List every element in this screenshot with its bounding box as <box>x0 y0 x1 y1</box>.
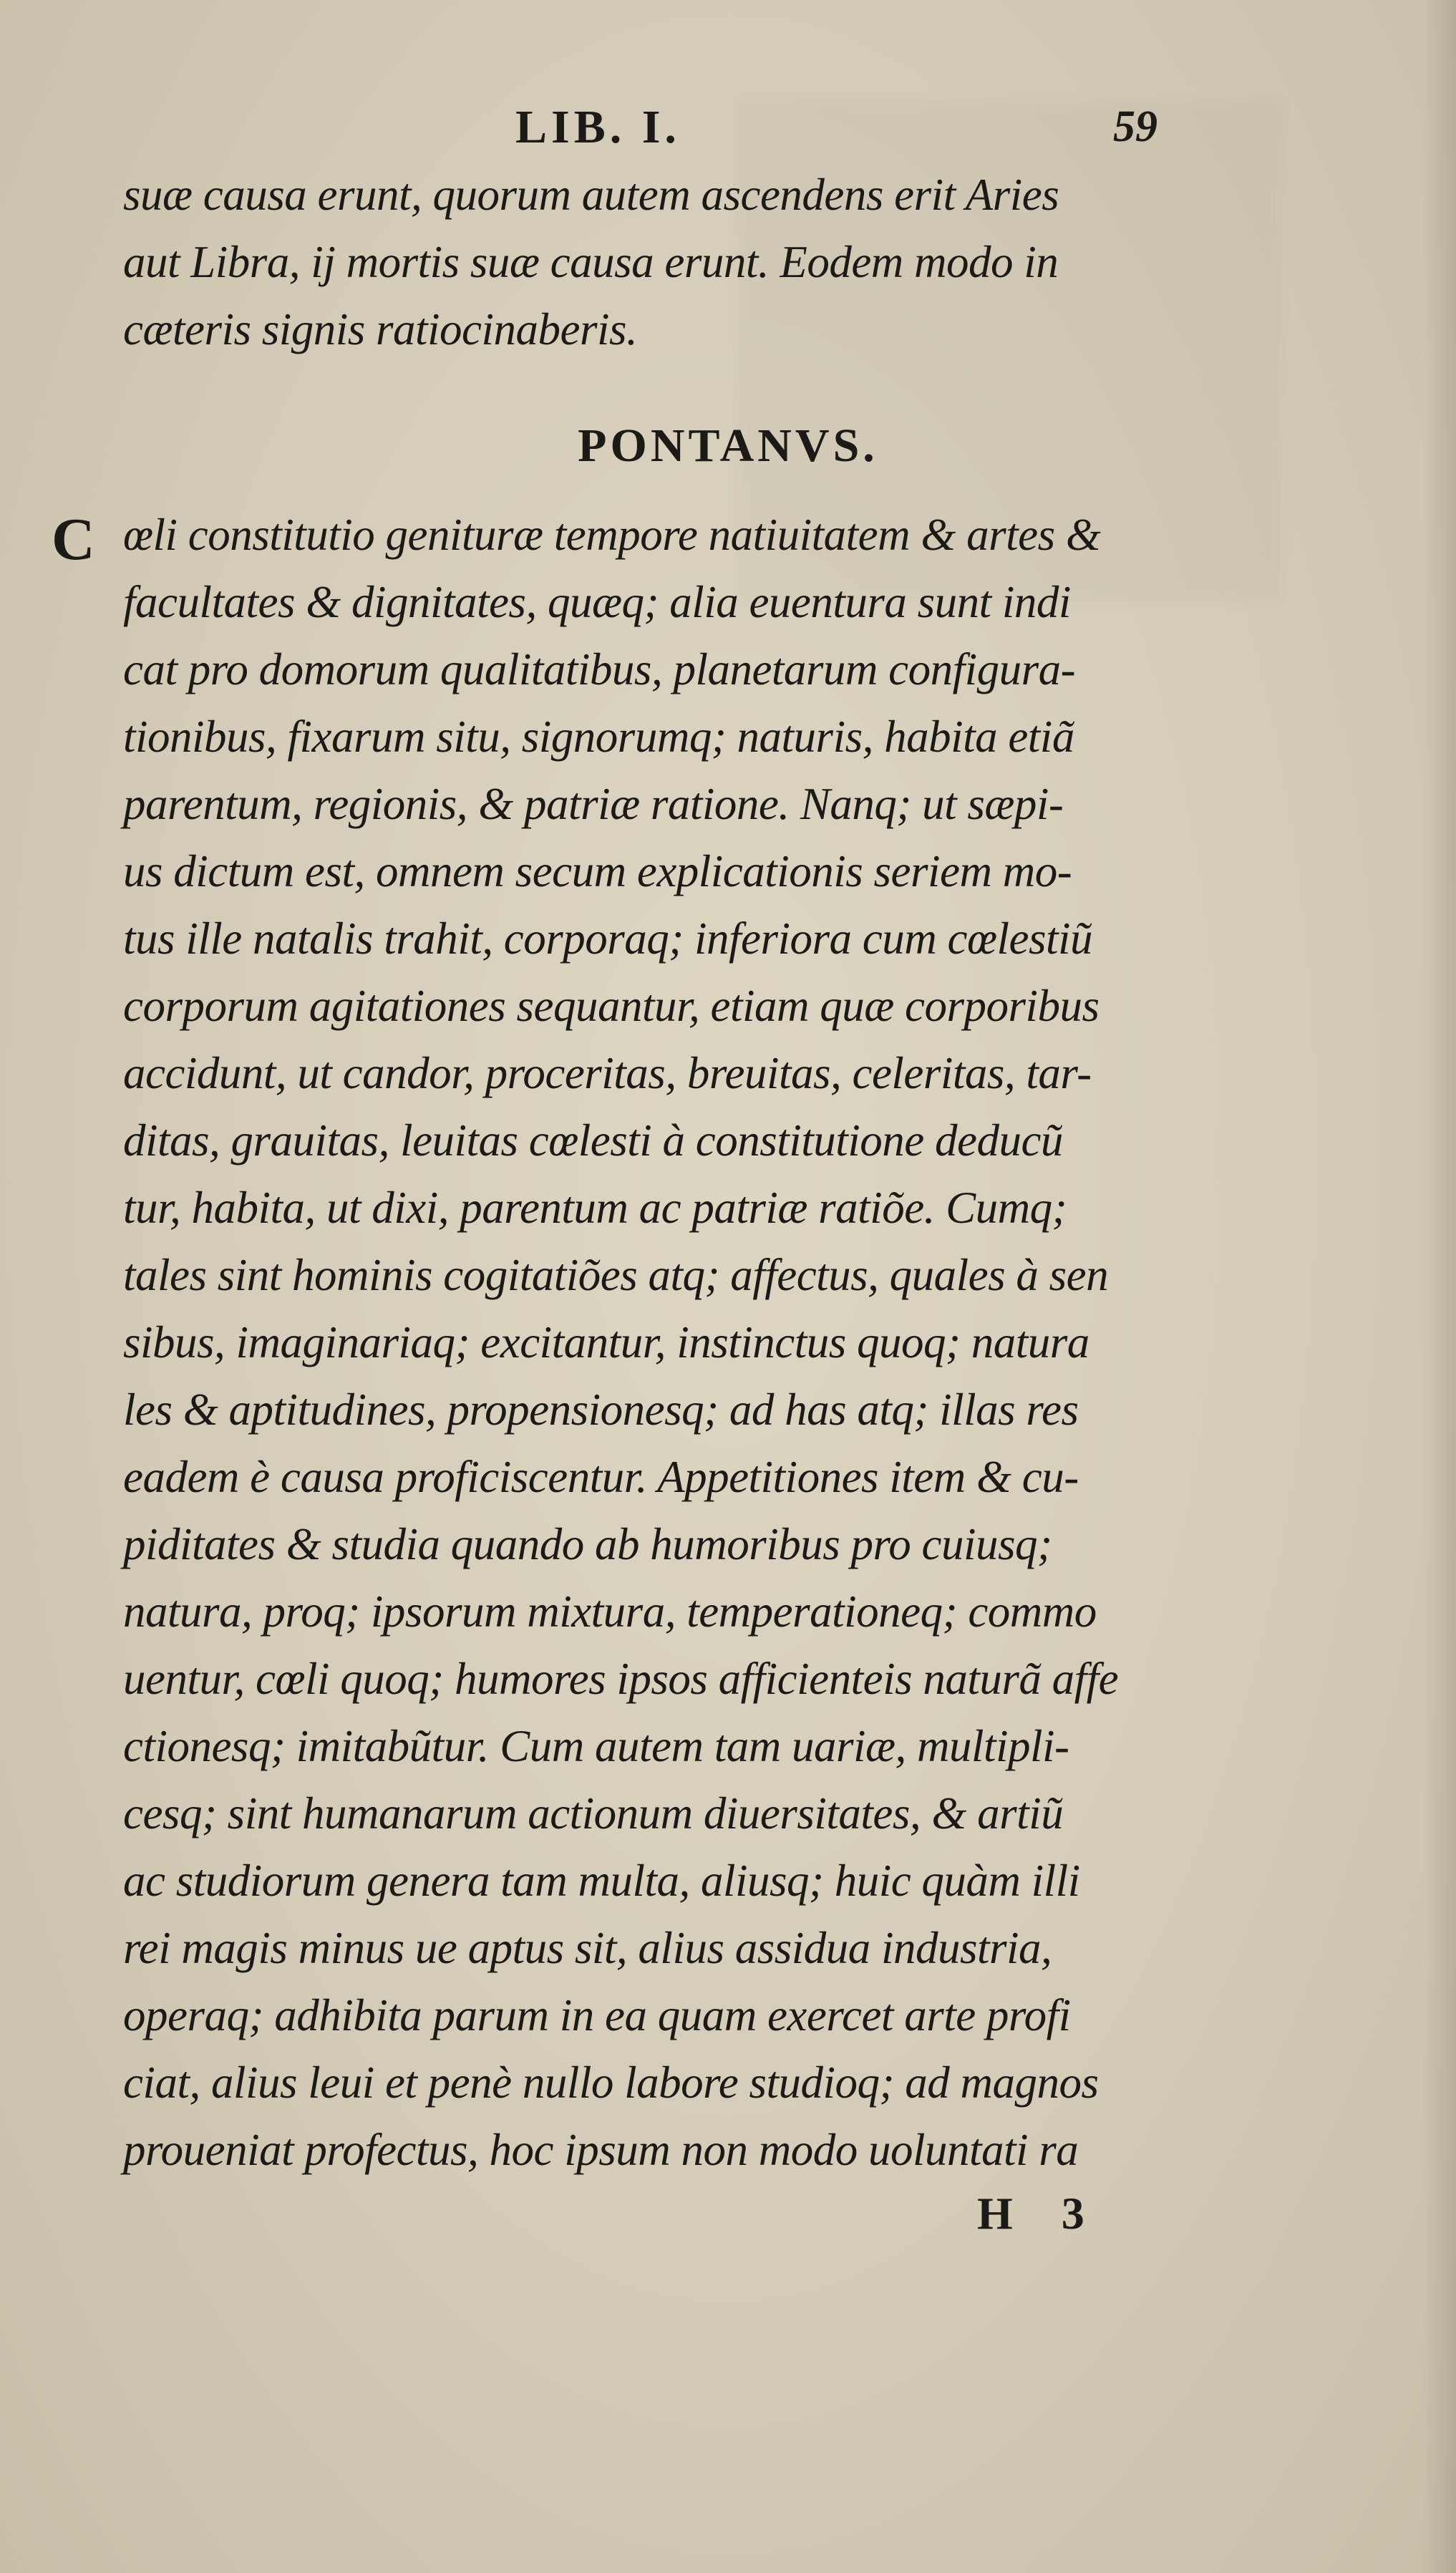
text-line: tus ille natalis trahit, corporaq; inferiora cum cœlestiũ <box>123 914 1092 964</box>
page-edge-shadow <box>1423 0 1456 2573</box>
text-line: us dictum est, omnem secum explicationis seriem mo- <box>123 846 1072 896</box>
text-line: facultates & dignitates, quæq; alia euentura sunt indi <box>123 577 1071 627</box>
text-line: piditates & studia quando ab humoribus pro cuiusq; <box>123 1519 1052 1569</box>
text-line: cæteris signis ratiocinaberis. <box>123 304 638 354</box>
running-head-title: LIB. I. <box>515 101 681 153</box>
text-line: ditas, grauitas, leuitas cœlesti à constitutione deducũ <box>123 1115 1063 1166</box>
text-line: cesq; sint humanarum actionum diuersitates, & artiũ <box>123 1788 1064 1838</box>
text-line: aut Libra, ij mortis suæ causa erunt. Eodem modo in <box>123 237 1059 287</box>
running-head <box>0 100 1456 165</box>
text-line: operaq; adhibita parum in ea quam exercet arte profi <box>123 1990 1071 2040</box>
text-line: ciat, alius leui et penè nullo labore studioq; ad magnos <box>123 2058 1099 2108</box>
text-line: rei magis minus ue aptus sit, alius assidua industria, <box>123 1923 1052 1973</box>
folio-number: 59 <box>1113 102 1157 151</box>
text-line: uentur, cœli quoq; humores ipsos afficienteis naturã affe <box>123 1654 1119 1704</box>
section-heading: PONTANVS. <box>578 420 878 472</box>
continued-text <box>123 161 1265 363</box>
text-line: corporum agitationes sequantur, etiam quæ corporibus <box>123 981 1100 1031</box>
text-line: ctionesq; imitabũtur. Cum autem tam uariæ, multipli- <box>123 1721 1069 1771</box>
text-line: tionibus, fixarum situ, signorumq; naturis, habita etiã <box>123 712 1074 762</box>
initial-letter: C <box>52 506 95 573</box>
text-line: suæ causa erunt, quorum autem ascendens erit Aries <box>123 170 1059 220</box>
text-line: ac studiorum genera tam multa, aliusq; huic quàm illi <box>123 1856 1080 1906</box>
text-line: accidunt, ut candor, proceritas, breuitas, celeritas, tar- <box>123 1048 1092 1098</box>
text-line: tales sint hominis cogitatiões atq; affectus, quales à sen <box>123 1250 1109 1300</box>
text-line: les & aptitudines, propensionesq; ad has atq; illas res <box>123 1385 1079 1435</box>
text-line: eadem è causa proficiscentur. Appetitiones item & cu- <box>123 1452 1079 1502</box>
text-line: tur, habita, ut dixi, parentum ac patriæ ratiõe. Cumq; <box>123 1183 1067 1233</box>
text-line: cat pro domorum qualitatibus, planetarum configura- <box>123 644 1076 694</box>
text-line: œli constitutio genituræ tempore natiuitatem & artes & <box>123 510 1101 560</box>
text-line: parentum, regionis, & patriæ ratione. Nanq; ut sæpi- <box>123 779 1064 829</box>
signature-mark: H 3 <box>977 2188 1103 2239</box>
text-line: natura, proq; ipsorum mixtura, temperationeq; commo <box>123 1586 1097 1637</box>
main-text <box>123 501 1265 2184</box>
text-line: proueniat profectus, hoc ipsum non modo uoluntati ra <box>123 2125 1079 2175</box>
text-line: sibus, imaginariaq; excitantur, instinctus quoq; natura <box>123 1317 1089 1367</box>
